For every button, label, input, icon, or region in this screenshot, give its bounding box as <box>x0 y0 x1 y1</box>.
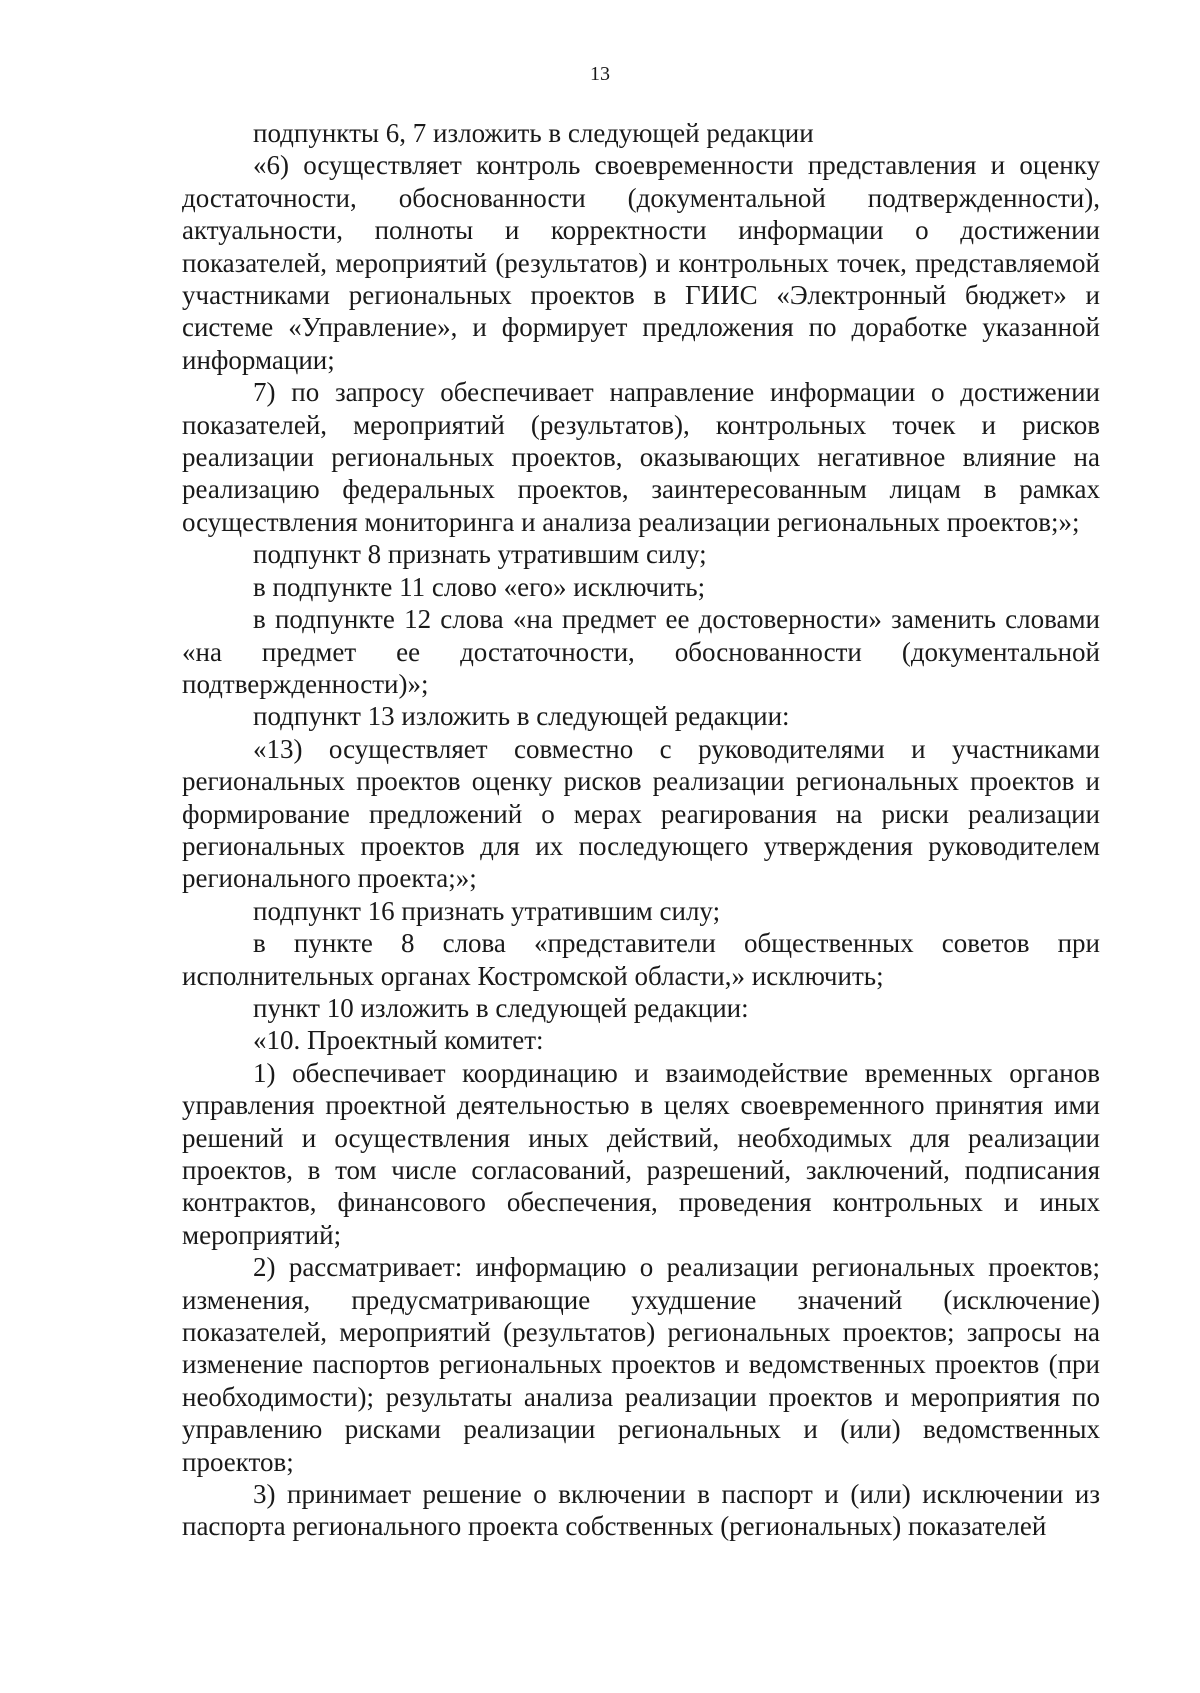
paragraph: в подпункте 12 слова «на предмет ее достоверности» заменить словами «на предмет ее достаточности, обоснованности (документальной подтвержденности)»; <box>182 604 1100 699</box>
paragraph: подпункт 8 признать утратившим силу; <box>253 539 707 570</box>
paragraph: подпункт 13 изложить в следующей редакции: <box>253 701 790 732</box>
paragraph: «13) осуществляет совместно с руководителями и участниками региональных проектов оценку рисков реализации региональных проектов и формирование предложений о мерах реагирования на риски реализации региональных проектов для их последующего утверждения руководителем регионального проекта;»; <box>182 733 1100 894</box>
paragraph: 7) по запросу обеспечивает направление информации о достижении показателей, мероприятий (результатов), контрольных точек и рисков реализации региональных проектов, оказывающих негативное влияние на реализацию федеральных проектов, заинтересованным лицам в рамках осуществления мониторинга и анализа реализации региональных проектов;»; <box>182 377 1100 537</box>
paragraph: 2) рассматривает: информацию о реализации региональных проектов; изменения, предусматривающие ухудшение значений (исключение) показателей, мероприятий (результатов) региональных проектов; запросы на изменение паспортов региональных проектов и ведомственных проектов (при необходимости); результаты анализа реализации проектов и мероприятия по управлению рисками реализации региональных и (или) ведомственных проектов; <box>182 1252 1100 1477</box>
paragraph: 3) принимает решение о включении в паспорт и (или) исключении из паспорта регионального проекта собственных (региональных) показателей <box>182 1479 1100 1542</box>
paragraph: пункт 10 изложить в следующей редакции: <box>253 992 749 1023</box>
paragraph: подпункт 16 признать утратившим силу; <box>253 895 721 926</box>
page-number: 13 <box>590 63 610 85</box>
paragraph: 1) обеспечивает координацию и взаимодействие временных органов управления проектной деятельностью в целях своевременного принятия ими решений и осуществления иных действий, необходимых для реализации проектов, в том числе согласований, разрешений, заключений, подписания контрактов, финансового обеспечения, проведения контрольных и иных мероприятий; <box>182 1057 1100 1250</box>
document-body <box>182 117 1100 1543</box>
paragraph: «10. Проектный комитет: <box>253 1025 544 1056</box>
paragraph: в пункте 8 слова «представители общественных советов при исполнительных органах Костромской области,» исключить; <box>182 928 1100 991</box>
paragraph: в подпункте 11 слово «его» исключить; <box>253 571 706 602</box>
paragraph: подпункты 6, 7 изложить в следующей редакции <box>253 118 814 148</box>
paragraph: «6) осуществляет контроль своевременности представления и оценку достаточности, обоснованности (документальной подтвержденности), актуальности, полноты и корректности информации о достижении показателей, мероприятий (результатов) и контрольных точек, представляемой участниками региональных проектов в ГИИС «Электронный бюджет» и системе «Управление», и формирует предложения по доработке указанной информации; <box>182 150 1100 375</box>
